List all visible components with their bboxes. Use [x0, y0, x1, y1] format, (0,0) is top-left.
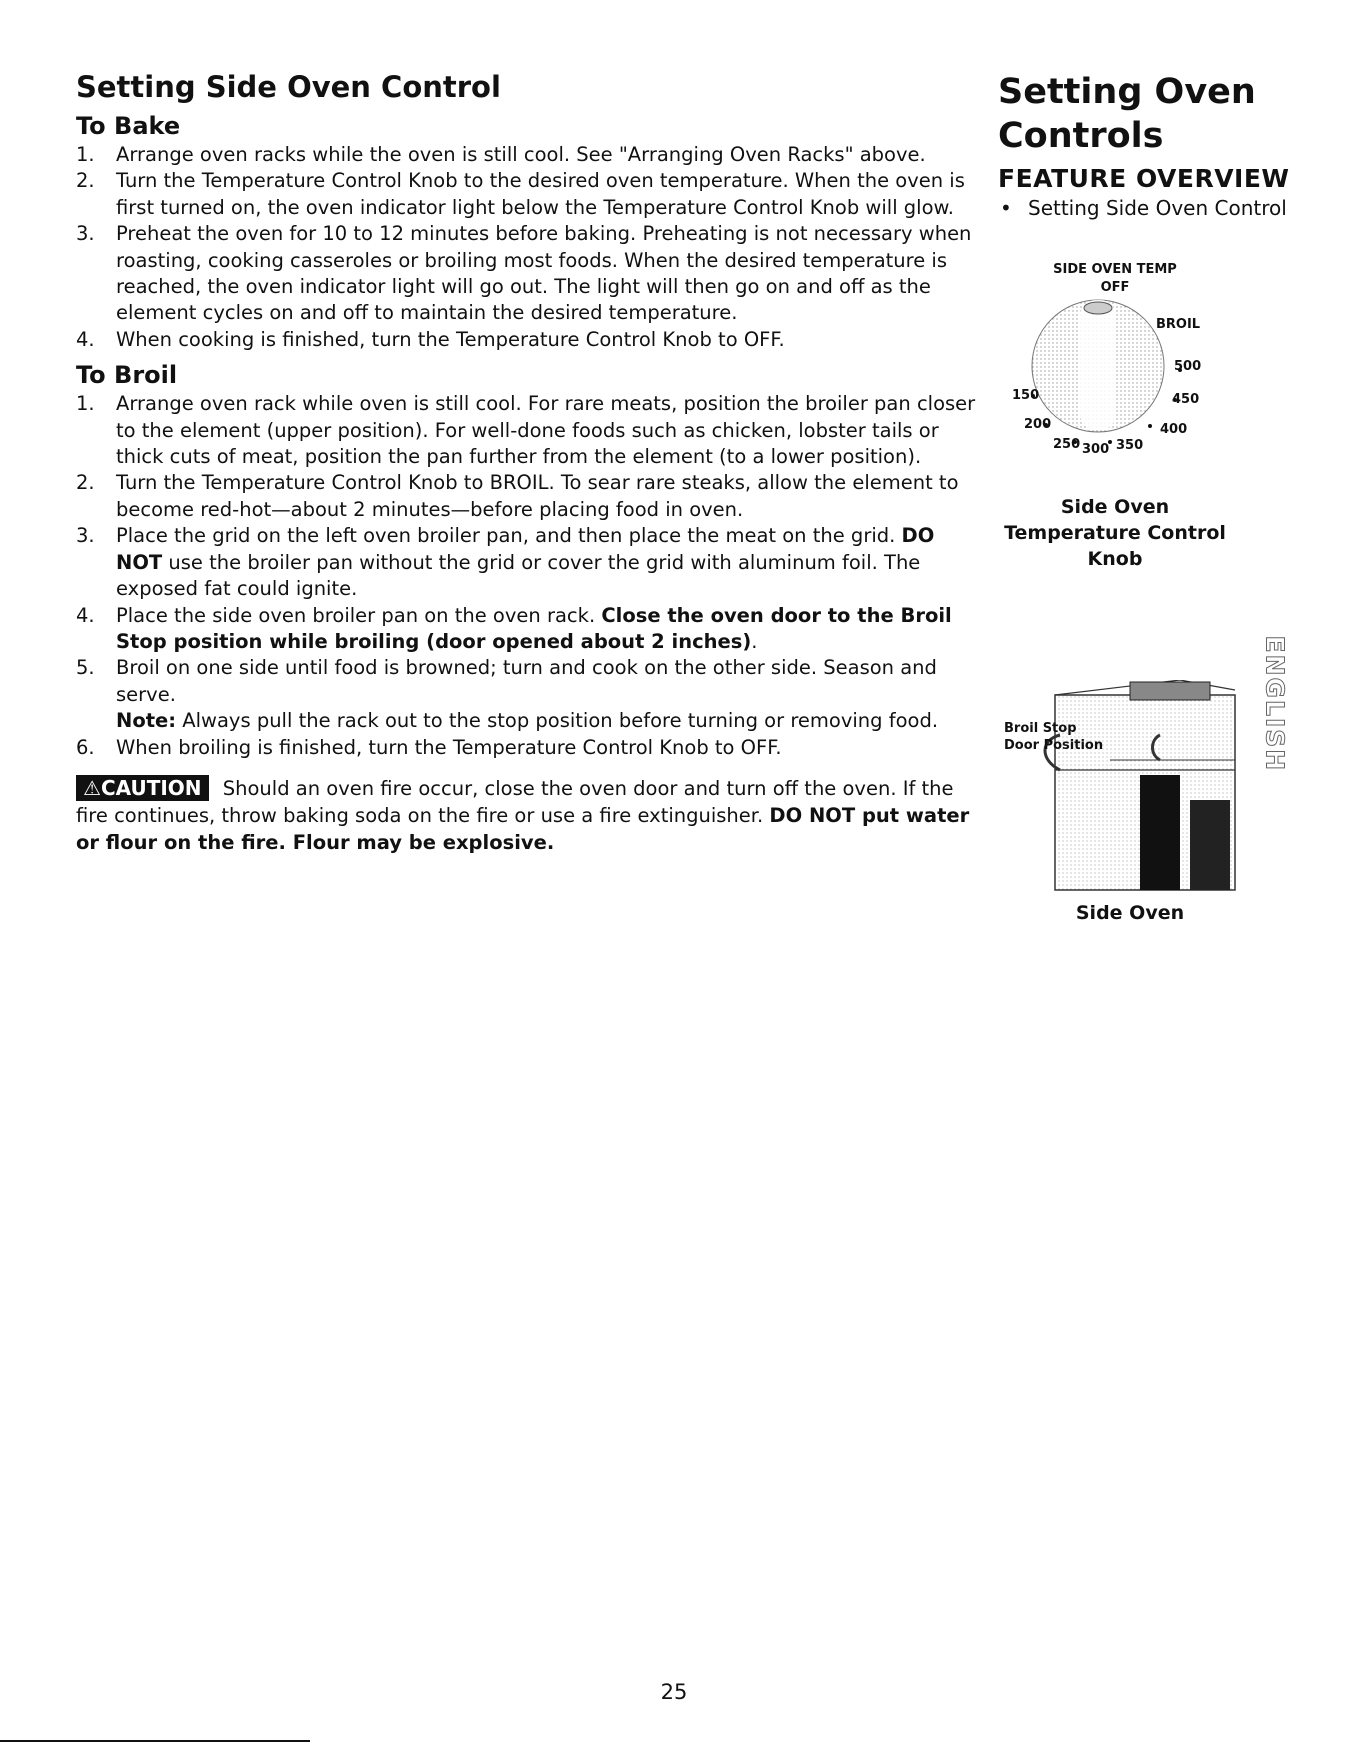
list-item: [76, 470, 986, 523]
list-item: [76, 655, 986, 734]
feature-bullet: [998, 195, 1298, 222]
caution-text: Should an oven fire occur, close the oven door and turn off the oven. If the fire continues, throw baking soda on the fire or use a fire extinguisher.: [76, 776, 954, 827]
list-item: [76, 327, 986, 353]
knob-temp-label: 200: [1024, 417, 1052, 432]
bottom-rule: [0, 1740, 310, 1742]
section-title: Setting Side Oven Control: [76, 70, 501, 104]
knob-caption: [990, 494, 1240, 572]
sidebar-title-line: Controls: [998, 116, 1164, 156]
knob-temp-label: 350: [1116, 438, 1144, 453]
caution-badge: [76, 775, 209, 801]
list-item: [76, 221, 986, 327]
warning-triangle-icon: ⚠: [83, 775, 101, 800]
knob-temp-label: 150: [1012, 388, 1040, 403]
bake-steps: [76, 142, 986, 353]
sidebar-title-line: Setting Oven: [998, 72, 1256, 112]
sidebar-title: [998, 70, 1298, 158]
language-tab: [1250, 635, 1290, 773]
list-item: [76, 523, 986, 602]
list-item: [76, 735, 986, 761]
step-number: 2.: [76, 471, 95, 495]
broil-steps: [76, 391, 986, 761]
knob-temp-label: 400: [1160, 422, 1188, 437]
temperature-knob-figure: [1000, 262, 1230, 592]
step-text: Broil on one side until food is browned; turn and cook on the other side. Season and serve.: [116, 656, 937, 706]
page-number: 25: [660, 1680, 688, 1704]
knob-broil-label: BROIL: [1156, 317, 1201, 332]
step-number: 2.: [76, 169, 95, 193]
broil-stop-label: [1004, 720, 1103, 754]
step-emphasis: Close the oven door to the Broil Stop position while broiling (door opened about 2 inches): [116, 603, 952, 653]
side-oven-caption: Side Oven: [1075, 902, 1185, 924]
step-text: Place the grid on the left oven broiler pan, and then place the meat on the grid.: [116, 524, 896, 548]
step-text: .: [751, 629, 758, 653]
caution-block: [76, 775, 986, 856]
main-column: [76, 70, 986, 856]
broil-stop-label-line: Door Position: [1004, 738, 1104, 753]
note-label: Note:: [116, 709, 177, 733]
feature-bullet-text: Setting Side Oven Control: [1028, 196, 1287, 220]
step-emphasis: DO NOT: [116, 524, 935, 574]
side-oven-drawing-icon: [1010, 680, 1250, 900]
step-number: 6.: [76, 735, 95, 759]
step-text: Arrange oven rack while oven is still cool. For rare meats, position the broiler pan closer to the element (upper position). For well-done foods such as chicken, lobster tails or thick cuts of meat, position the pan further from the element (to a lower position).: [116, 392, 976, 469]
knob-temp-label: 300: [1082, 442, 1110, 457]
step-text: Preheat the oven for 10 to 12 minutes before baking. Preheating is not necessary when roasting, cooking casseroles or broiling most foods. When the desired temperature is reached, the oven indicator light will go out. The light will then go on and off as the element cycles on and off to maintain the desired temperature.: [116, 222, 972, 325]
step-number: 1.: [76, 392, 95, 416]
knob-temp-label: 450: [1172, 392, 1200, 407]
step-number: 1.: [76, 143, 95, 166]
knob-dial-icon: [1000, 262, 1230, 492]
bullet-icon: •: [1000, 196, 1012, 220]
list-item: [76, 603, 986, 656]
step-text: use the broiler pan without the grid or cover the grid with aluminum foil. The exposed fat could ignite.: [116, 550, 921, 601]
language-tab-label: ENGLISH: [1260, 635, 1290, 773]
step-text: When broiling is finished, turn the Temperature Control Knob to OFF.: [116, 735, 782, 759]
knob-temp-label: 250: [1053, 437, 1081, 452]
step-text: Turn the Temperature Control Knob to the desired oven temperature. When the oven is first turned on, the oven indicator light below the Temperature Control Knob will glow.: [116, 169, 965, 219]
side-oven-figure: [1004, 680, 1250, 940]
step-number: 4.: [76, 603, 95, 627]
step-text: When cooking is finished, turn the Temperature Control Knob to OFF.: [116, 327, 785, 351]
step-number: 3.: [76, 222, 95, 246]
knob-temp-label: 500: [1174, 359, 1202, 374]
step-text: Turn the Temperature Control Knob to BROIL. To sear rare steaks, allow the element to become red-hot—about 2 minutes—before placing food in oven.: [116, 471, 959, 521]
caution-emphasis: DO NOT put water or flour on the fire. Flour may be explosive.: [76, 803, 970, 854]
knob-title: SIDE OVEN TEMP: [1053, 262, 1177, 277]
broil-heading: To Broil: [76, 361, 178, 390]
sidebar-column: [998, 70, 1298, 222]
list-item: [76, 391, 986, 470]
broil-stop-label-line: Broil Stop: [1004, 721, 1077, 736]
step-number: 4.: [76, 327, 95, 351]
knob-caption-line: Side Oven: [1060, 496, 1170, 518]
knob-caption-line: Temperature Control: [1004, 522, 1226, 544]
step-number: 5.: [76, 656, 95, 680]
step-text: Place the side oven broiler pan on the oven rack.: [116, 603, 596, 627]
note-text: Always pull the rack out to the stop position before turning or removing food.: [182, 709, 939, 733]
knob-off-label: OFF: [1100, 280, 1130, 295]
list-item: [76, 168, 986, 221]
step-text: Arrange oven racks while the oven is still cool. See "Arranging Oven Racks" above.: [116, 143, 926, 166]
caution-badge-label: CAUTION: [100, 775, 202, 800]
list-item: [76, 142, 986, 168]
feature-overview-heading: FEATURE OVERVIEW: [998, 164, 1290, 193]
bake-heading: To Bake: [76, 112, 181, 140]
step-number: 3.: [76, 524, 95, 548]
knob-caption-line: Knob: [1087, 548, 1143, 570]
